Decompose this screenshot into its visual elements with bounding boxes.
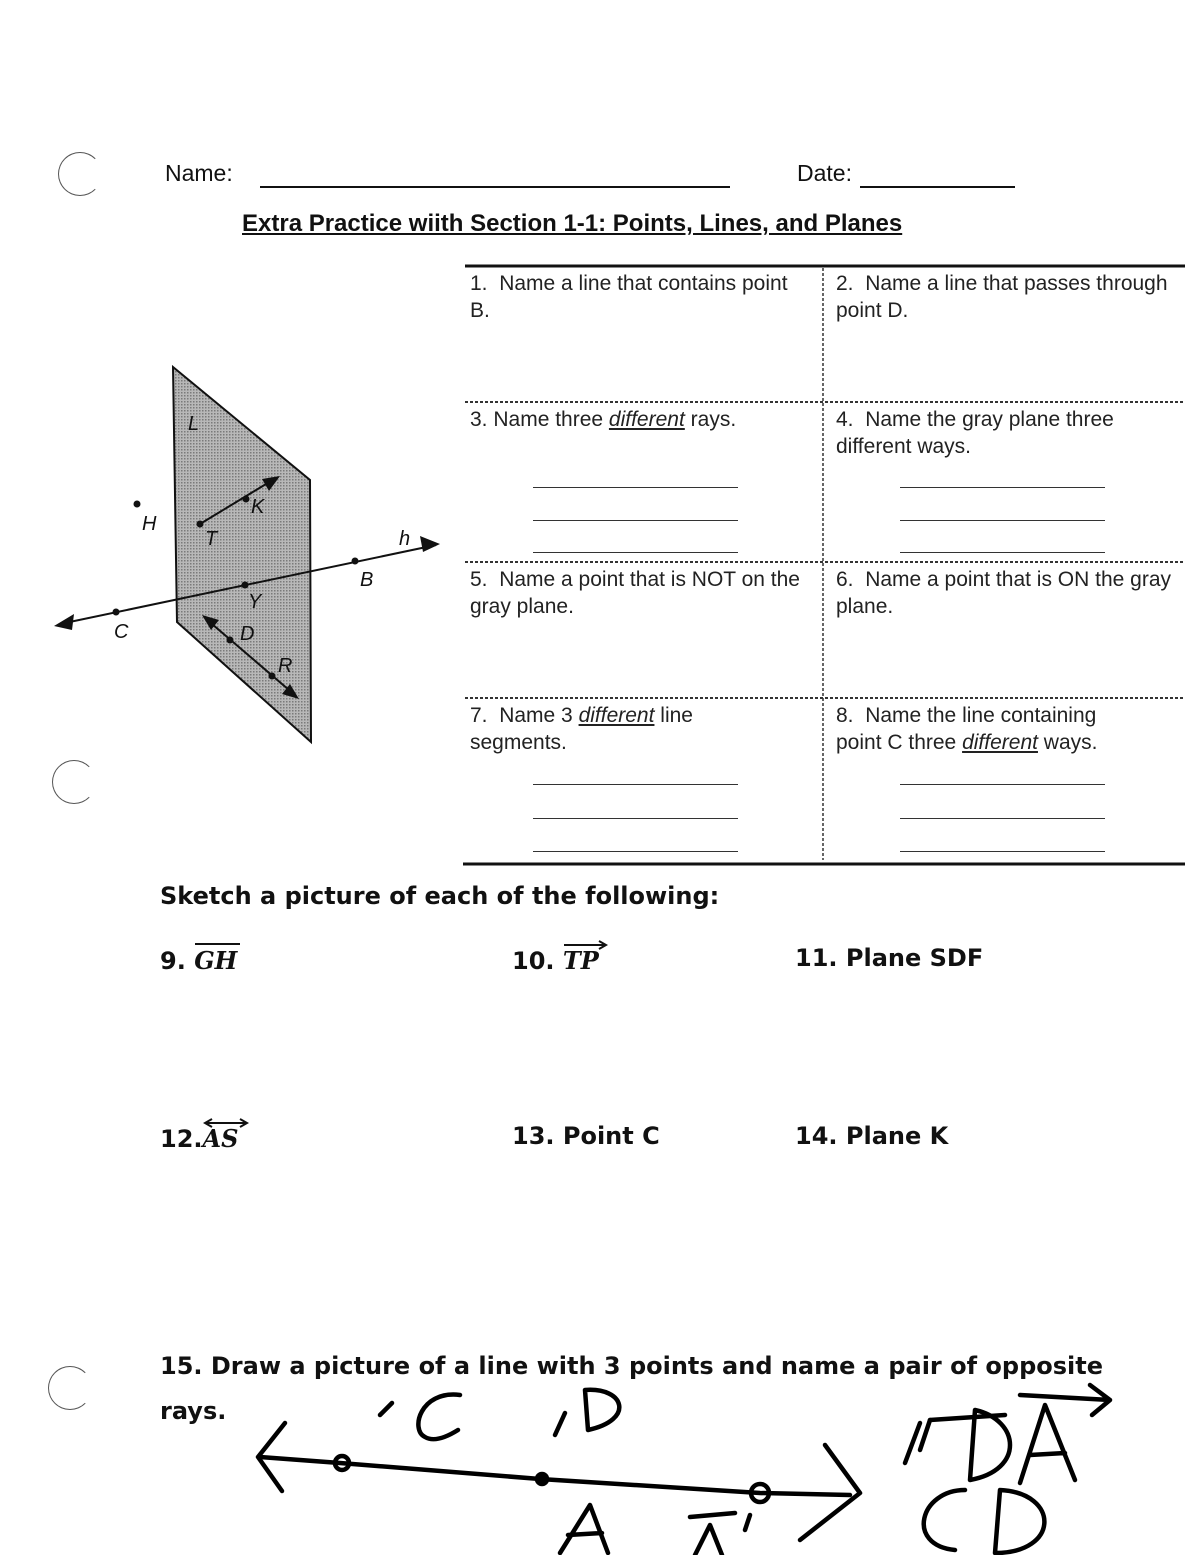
question-7: 7. Name 3 different line segments. <box>470 704 693 754</box>
binder-hole-bottom <box>48 1366 92 1410</box>
question-8: 8. Name the line containing point C three different ways. <box>836 704 1098 754</box>
label-h: H <box>142 513 157 535</box>
label-b: B <box>360 569 374 591</box>
name-field[interactable] <box>260 186 730 188</box>
question-15-line1: 15. Draw a picture of a line with 3 points and name a pair of opposite <box>160 1352 1103 1380</box>
q3-answer-2[interactable] <box>533 520 738 521</box>
point-d <box>227 637 234 644</box>
segment-bar-icon <box>194 940 242 948</box>
question-5: 5. Name a point that is NOT on the gray plane. <box>470 568 800 618</box>
label-y: Y <box>248 591 262 613</box>
question-6: 6. Name a point that is ON the gray plane. <box>836 568 1171 618</box>
hand-letter-c <box>418 1395 460 1440</box>
item-11: 11. Plane SDF <box>795 944 984 972</box>
ray-arrow-icon <box>563 940 609 950</box>
hand-letter-a-1 <box>560 1505 608 1553</box>
hand-letter-c-2 <box>924 1490 965 1550</box>
hand-prime <box>745 1515 750 1530</box>
hand-letter-d <box>585 1390 619 1430</box>
hand-letter-d-2 <box>970 1410 1010 1480</box>
q7-answer-1[interactable] <box>533 784 738 785</box>
q7-answer-2[interactable] <box>533 818 738 819</box>
hand-letter-a-2 <box>690 1513 735 1555</box>
plane-figure <box>40 350 460 760</box>
q8-answer-2[interactable] <box>900 818 1105 819</box>
question-4: 4. Name the gray plane three different ways. <box>836 408 1114 458</box>
ray-tp: TP <box>563 940 599 975</box>
hand-letter-a-3 <box>1020 1405 1075 1483</box>
item-9: 9. GH <box>160 940 237 975</box>
point-b <box>352 558 359 565</box>
hand-letter-d-3 <box>995 1490 1044 1553</box>
point-h <box>134 501 141 508</box>
question-grid <box>455 260 1190 870</box>
point-t <box>197 521 204 528</box>
item-10: 10. TP <box>512 940 599 975</box>
label-h-lower: h <box>399 528 411 550</box>
question-1: 1. Name a line that contains point B. <box>470 272 788 322</box>
hand-tick-c <box>380 1403 392 1415</box>
point-c <box>113 609 120 616</box>
item-14: 14. Plane K <box>795 1122 949 1150</box>
label-t: T <box>205 528 218 550</box>
q3-answer-3[interactable] <box>533 552 738 553</box>
worksheet-title: Extra Practice wiith Section 1-1: Points, Lines, and Planes <box>242 210 903 237</box>
q4-answer-3[interactable] <box>900 552 1105 553</box>
label-plane-l: L <box>188 413 200 435</box>
sketch-heading: Sketch a picture of each of the following: <box>160 882 720 910</box>
q4-answer-1[interactable] <box>900 487 1105 488</box>
arrowhead-left <box>54 614 74 630</box>
handwritten-answer <box>230 1375 1150 1555</box>
point-k <box>243 496 250 503</box>
hand-tick-d <box>555 1413 565 1435</box>
line-arrow-icon <box>203 1118 249 1128</box>
q8-answer-3[interactable] <box>900 851 1105 852</box>
label-r: R <box>278 655 293 677</box>
point-y <box>242 582 249 589</box>
item-13: 13. Point C <box>512 1122 660 1150</box>
item-12: 12. AS <box>160 1118 238 1153</box>
q7-answer-3[interactable] <box>533 851 738 852</box>
hand-point-2 <box>537 1474 547 1484</box>
line-as: AS <box>203 1118 239 1153</box>
date-field[interactable] <box>860 186 1015 188</box>
question-15-line2: rays. <box>160 1397 227 1425</box>
label-k: K <box>251 496 265 518</box>
segment-gh: GH <box>194 940 237 975</box>
name-label: Name: <box>165 160 233 186</box>
hand-ray-arrow-1 <box>905 1415 1005 1463</box>
q3-answer-1[interactable] <box>533 487 738 488</box>
binder-hole-top <box>58 152 102 196</box>
hand-ray-arrow-2 <box>1020 1385 1110 1415</box>
binder-hole-middle <box>52 760 96 804</box>
q8-answer-1[interactable] <box>900 784 1105 785</box>
point-r <box>269 673 276 680</box>
question-2: 2. Name a line that passes through point D. <box>836 272 1168 322</box>
label-d: D <box>240 623 255 645</box>
date-label: Date: <box>797 160 852 186</box>
label-c: C <box>114 621 129 643</box>
q4-answer-2[interactable] <box>900 520 1105 521</box>
question-3: 3. Name three different rays. <box>470 408 737 431</box>
arrowhead-right <box>420 536 440 552</box>
